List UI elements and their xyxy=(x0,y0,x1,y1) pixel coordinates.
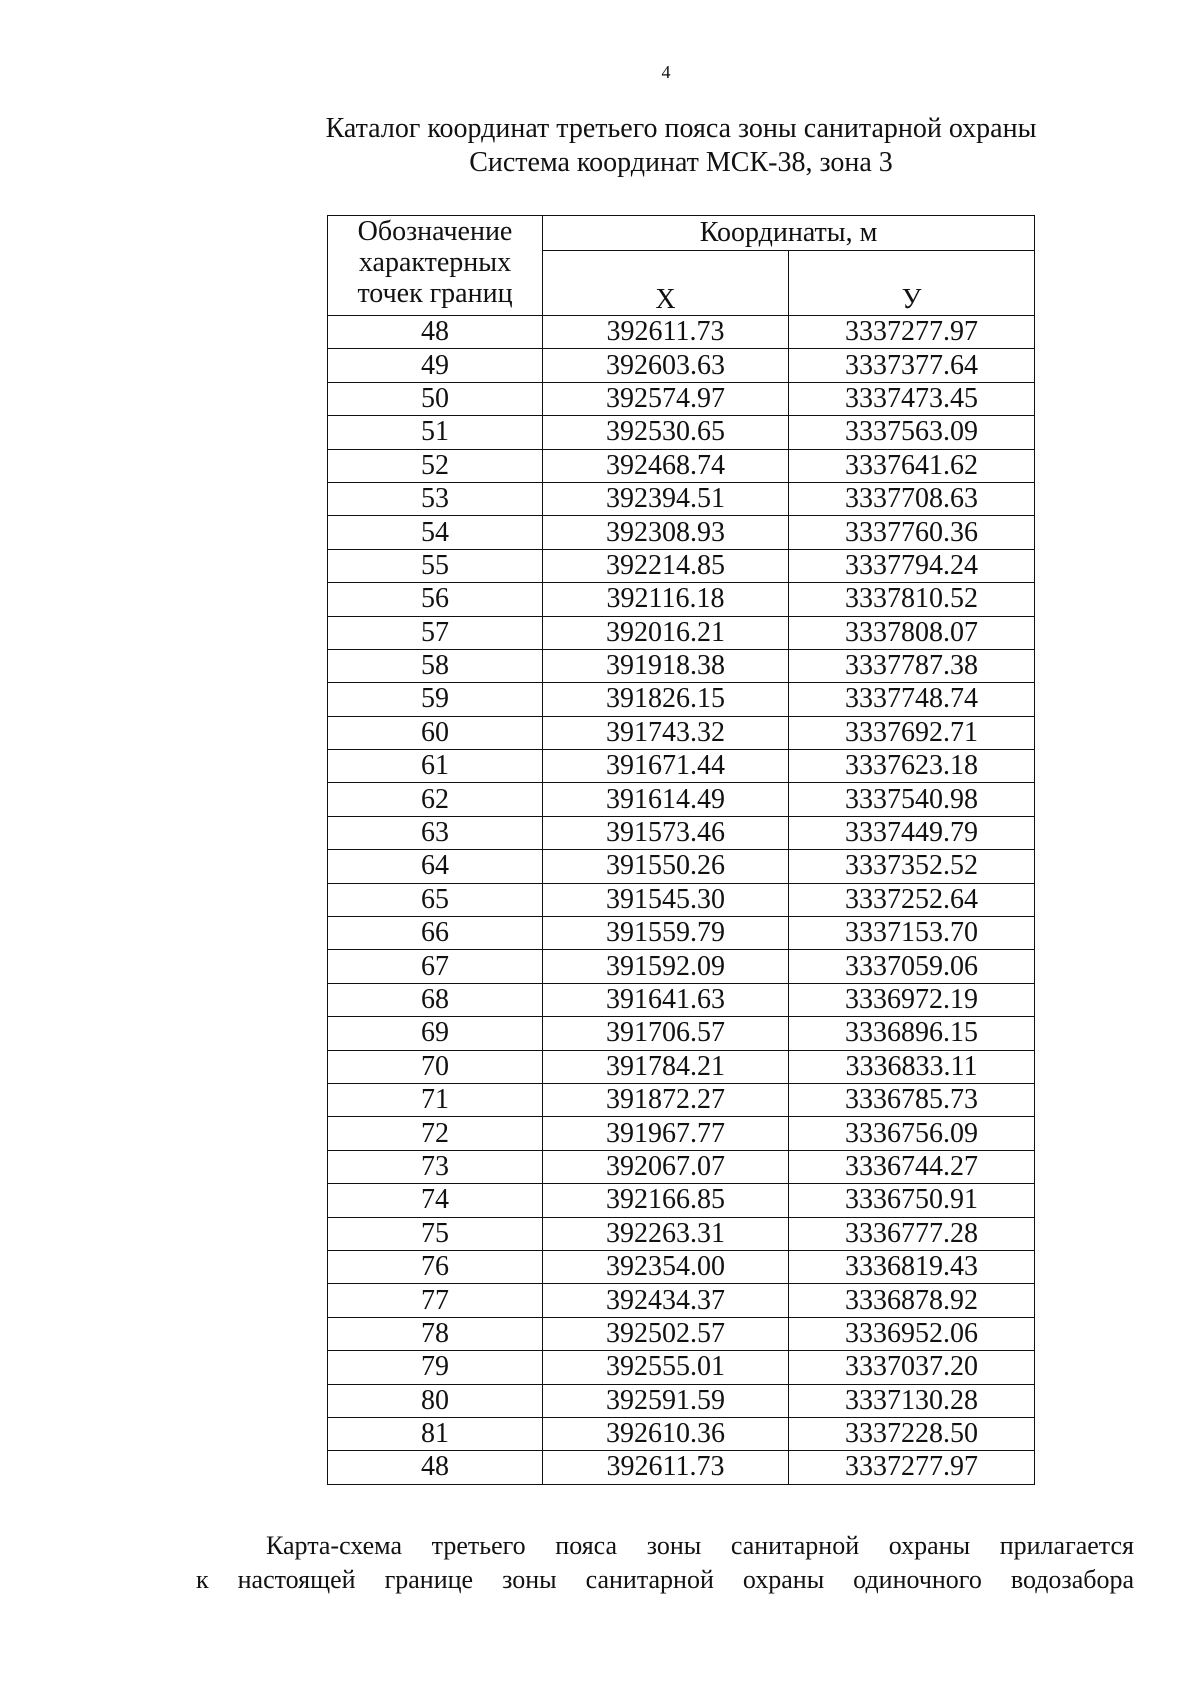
table-row xyxy=(328,850,1035,883)
cell-y: 3336833.11 xyxy=(789,1050,1035,1083)
cell-y: 3337037.20 xyxy=(789,1351,1035,1384)
cell-point: 58 xyxy=(328,649,543,682)
cell-x: 391573.46 xyxy=(543,816,789,849)
cell-point: 69 xyxy=(328,1017,543,1050)
table-row xyxy=(328,1083,1035,1116)
title-line-2: Система координат МСК-38, зона 3 xyxy=(469,147,893,178)
table-row xyxy=(328,449,1035,482)
cell-point: 72 xyxy=(328,1117,543,1150)
table-row xyxy=(328,1117,1035,1150)
cell-y: 3336878.92 xyxy=(789,1284,1035,1317)
table-row xyxy=(328,349,1035,382)
cell-point: 74 xyxy=(328,1184,543,1217)
cell-point: 55 xyxy=(328,549,543,582)
cell-x: 392354.00 xyxy=(543,1250,789,1283)
cell-x: 391614.49 xyxy=(543,783,789,816)
table-row xyxy=(328,516,1035,549)
cell-y: 3337153.70 xyxy=(789,917,1035,950)
cell-y: 3337787.38 xyxy=(789,649,1035,682)
table-row xyxy=(328,1150,1035,1183)
table-row xyxy=(328,616,1035,649)
header-point-designation: Обозначение характерных точек границ xyxy=(328,216,543,316)
footer-line-1: Карта-схема третьего пояса зоны санитарной охраны прилагается xyxy=(266,1531,1134,1560)
cell-point: 61 xyxy=(328,750,543,783)
cell-x: 391784.21 xyxy=(543,1050,789,1083)
table-row xyxy=(328,1351,1035,1384)
cell-x: 391641.63 xyxy=(543,983,789,1016)
cell-point: 50 xyxy=(328,382,543,415)
cell-y: 3337228.50 xyxy=(789,1417,1035,1450)
cell-point: 48 xyxy=(328,1451,543,1484)
cell-y: 3337808.07 xyxy=(789,616,1035,649)
cell-y: 3337352.52 xyxy=(789,850,1035,883)
cell-point: 56 xyxy=(328,583,543,616)
cell-x: 392611.73 xyxy=(543,316,789,349)
cell-x: 392610.36 xyxy=(543,1417,789,1450)
cell-y: 3337794.24 xyxy=(789,549,1035,582)
cell-x: 391967.77 xyxy=(543,1117,789,1150)
cell-point: 48 xyxy=(328,316,543,349)
cell-y: 3337810.52 xyxy=(789,583,1035,616)
document-title xyxy=(0,112,1200,180)
cell-point: 80 xyxy=(328,1384,543,1417)
cell-point: 71 xyxy=(328,1083,543,1116)
cell-point: 73 xyxy=(328,1150,543,1183)
table-body xyxy=(328,316,1035,1485)
cell-y: 3336972.19 xyxy=(789,983,1035,1016)
cell-point: 51 xyxy=(328,416,543,449)
cell-x: 391545.30 xyxy=(543,883,789,916)
cell-point: 67 xyxy=(328,950,543,983)
cell-y: 3337748.74 xyxy=(789,683,1035,716)
cell-point: 70 xyxy=(328,1050,543,1083)
cell-point: 65 xyxy=(328,883,543,916)
cell-y: 3337252.64 xyxy=(789,883,1035,916)
cell-x: 392116.18 xyxy=(543,583,789,616)
table-row xyxy=(328,950,1035,983)
cell-x: 392603.63 xyxy=(543,349,789,382)
table-row xyxy=(328,683,1035,716)
cell-x: 392016.21 xyxy=(543,616,789,649)
cell-y: 3337449.79 xyxy=(789,816,1035,849)
header-coordinates: Координаты, м xyxy=(543,216,1035,251)
cell-y: 3336785.73 xyxy=(789,1083,1035,1116)
table-row xyxy=(328,482,1035,515)
cell-point: 79 xyxy=(328,1351,543,1384)
cell-y: 3337641.62 xyxy=(789,449,1035,482)
cell-x: 392394.51 xyxy=(543,482,789,515)
cell-x: 391592.09 xyxy=(543,950,789,983)
cell-y: 3337277.97 xyxy=(789,316,1035,349)
cell-point: 76 xyxy=(328,1250,543,1283)
cell-y: 3337563.09 xyxy=(789,416,1035,449)
cell-y: 3336777.28 xyxy=(789,1217,1035,1250)
cell-y: 3337377.64 xyxy=(789,349,1035,382)
cell-point: 52 xyxy=(328,449,543,482)
footer-line-2: к настоящей границе зоны санитарной охраны одиночного водозабора xyxy=(196,1565,1134,1594)
cell-point: 59 xyxy=(328,683,543,716)
cell-y: 3336952.06 xyxy=(789,1317,1035,1350)
cell-point: 64 xyxy=(328,850,543,883)
cell-x: 392611.73 xyxy=(543,1451,789,1484)
cell-y: 3336896.15 xyxy=(789,1017,1035,1050)
cell-y: 3337623.18 xyxy=(789,750,1035,783)
table-row xyxy=(328,750,1035,783)
table-row xyxy=(328,1017,1035,1050)
cell-point: 57 xyxy=(328,616,543,649)
cell-point: 68 xyxy=(328,983,543,1016)
table-row xyxy=(328,816,1035,849)
cell-x: 392530.65 xyxy=(543,416,789,449)
cell-point: 53 xyxy=(328,482,543,515)
cell-point: 60 xyxy=(328,716,543,749)
cell-x: 391559.79 xyxy=(543,917,789,950)
cell-x: 391706.57 xyxy=(543,1017,789,1050)
table-row xyxy=(328,1284,1035,1317)
cell-y: 3337540.98 xyxy=(789,783,1035,816)
cell-y: 3337473.45 xyxy=(789,382,1035,415)
cell-point: 77 xyxy=(328,1284,543,1317)
title-line-1: Каталог координат третьего пояса зоны санитарной охраны xyxy=(325,113,1037,144)
coordinates-table xyxy=(327,215,1035,1485)
cell-x: 392263.31 xyxy=(543,1217,789,1250)
cell-x: 391872.27 xyxy=(543,1083,789,1116)
cell-x: 392591.59 xyxy=(543,1384,789,1417)
cell-x: 391826.15 xyxy=(543,683,789,716)
cell-x: 392214.85 xyxy=(543,549,789,582)
table-row xyxy=(328,382,1035,415)
cell-x: 391550.26 xyxy=(543,850,789,883)
table-row xyxy=(328,1217,1035,1250)
cell-point: 78 xyxy=(328,1317,543,1350)
table-row xyxy=(328,716,1035,749)
cell-x: 392502.57 xyxy=(543,1317,789,1350)
table-row xyxy=(328,917,1035,950)
table-row xyxy=(328,883,1035,916)
table-row xyxy=(328,583,1035,616)
table-row xyxy=(328,1050,1035,1083)
cell-y: 3336819.43 xyxy=(789,1250,1035,1283)
cell-y: 3336756.09 xyxy=(789,1117,1035,1150)
cell-y: 3337130.28 xyxy=(789,1384,1035,1417)
header-x: X xyxy=(543,251,789,316)
cell-y: 3336744.27 xyxy=(789,1150,1035,1183)
header-y: У xyxy=(789,251,1035,316)
cell-y: 3337760.36 xyxy=(789,516,1035,549)
table-row xyxy=(328,1184,1035,1217)
table-row xyxy=(328,316,1035,349)
table-row xyxy=(328,649,1035,682)
page-number: 4 xyxy=(661,62,671,82)
cell-y: 3337059.06 xyxy=(789,950,1035,983)
cell-point: 54 xyxy=(328,516,543,549)
cell-y: 3337277.97 xyxy=(789,1451,1035,1484)
cell-point: 62 xyxy=(328,783,543,816)
table-row xyxy=(328,416,1035,449)
table-row xyxy=(328,1451,1035,1484)
cell-point: 49 xyxy=(328,349,543,382)
cell-x: 392166.85 xyxy=(543,1184,789,1217)
table-row xyxy=(328,1250,1035,1283)
cell-x: 392308.93 xyxy=(543,516,789,549)
footer-paragraph xyxy=(196,1529,1134,1597)
cell-x: 392434.37 xyxy=(543,1284,789,1317)
table-row xyxy=(328,1417,1035,1450)
cell-y: 3336750.91 xyxy=(789,1184,1035,1217)
cell-x: 392555.01 xyxy=(543,1351,789,1384)
cell-point: 81 xyxy=(328,1417,543,1450)
table-row xyxy=(328,783,1035,816)
table-row xyxy=(328,1317,1035,1350)
cell-x: 391743.32 xyxy=(543,716,789,749)
cell-point: 66 xyxy=(328,917,543,950)
cell-y: 3337692.71 xyxy=(789,716,1035,749)
table-row xyxy=(328,1384,1035,1417)
cell-x: 392468.74 xyxy=(543,449,789,482)
cell-y: 3337708.63 xyxy=(789,482,1035,515)
table-row xyxy=(328,549,1035,582)
cell-point: 75 xyxy=(328,1217,543,1250)
cell-x: 392067.07 xyxy=(543,1150,789,1183)
cell-point: 63 xyxy=(328,816,543,849)
cell-x: 392574.97 xyxy=(543,382,789,415)
table-row xyxy=(328,983,1035,1016)
cell-x: 391671.44 xyxy=(543,750,789,783)
cell-x: 391918.38 xyxy=(543,649,789,682)
